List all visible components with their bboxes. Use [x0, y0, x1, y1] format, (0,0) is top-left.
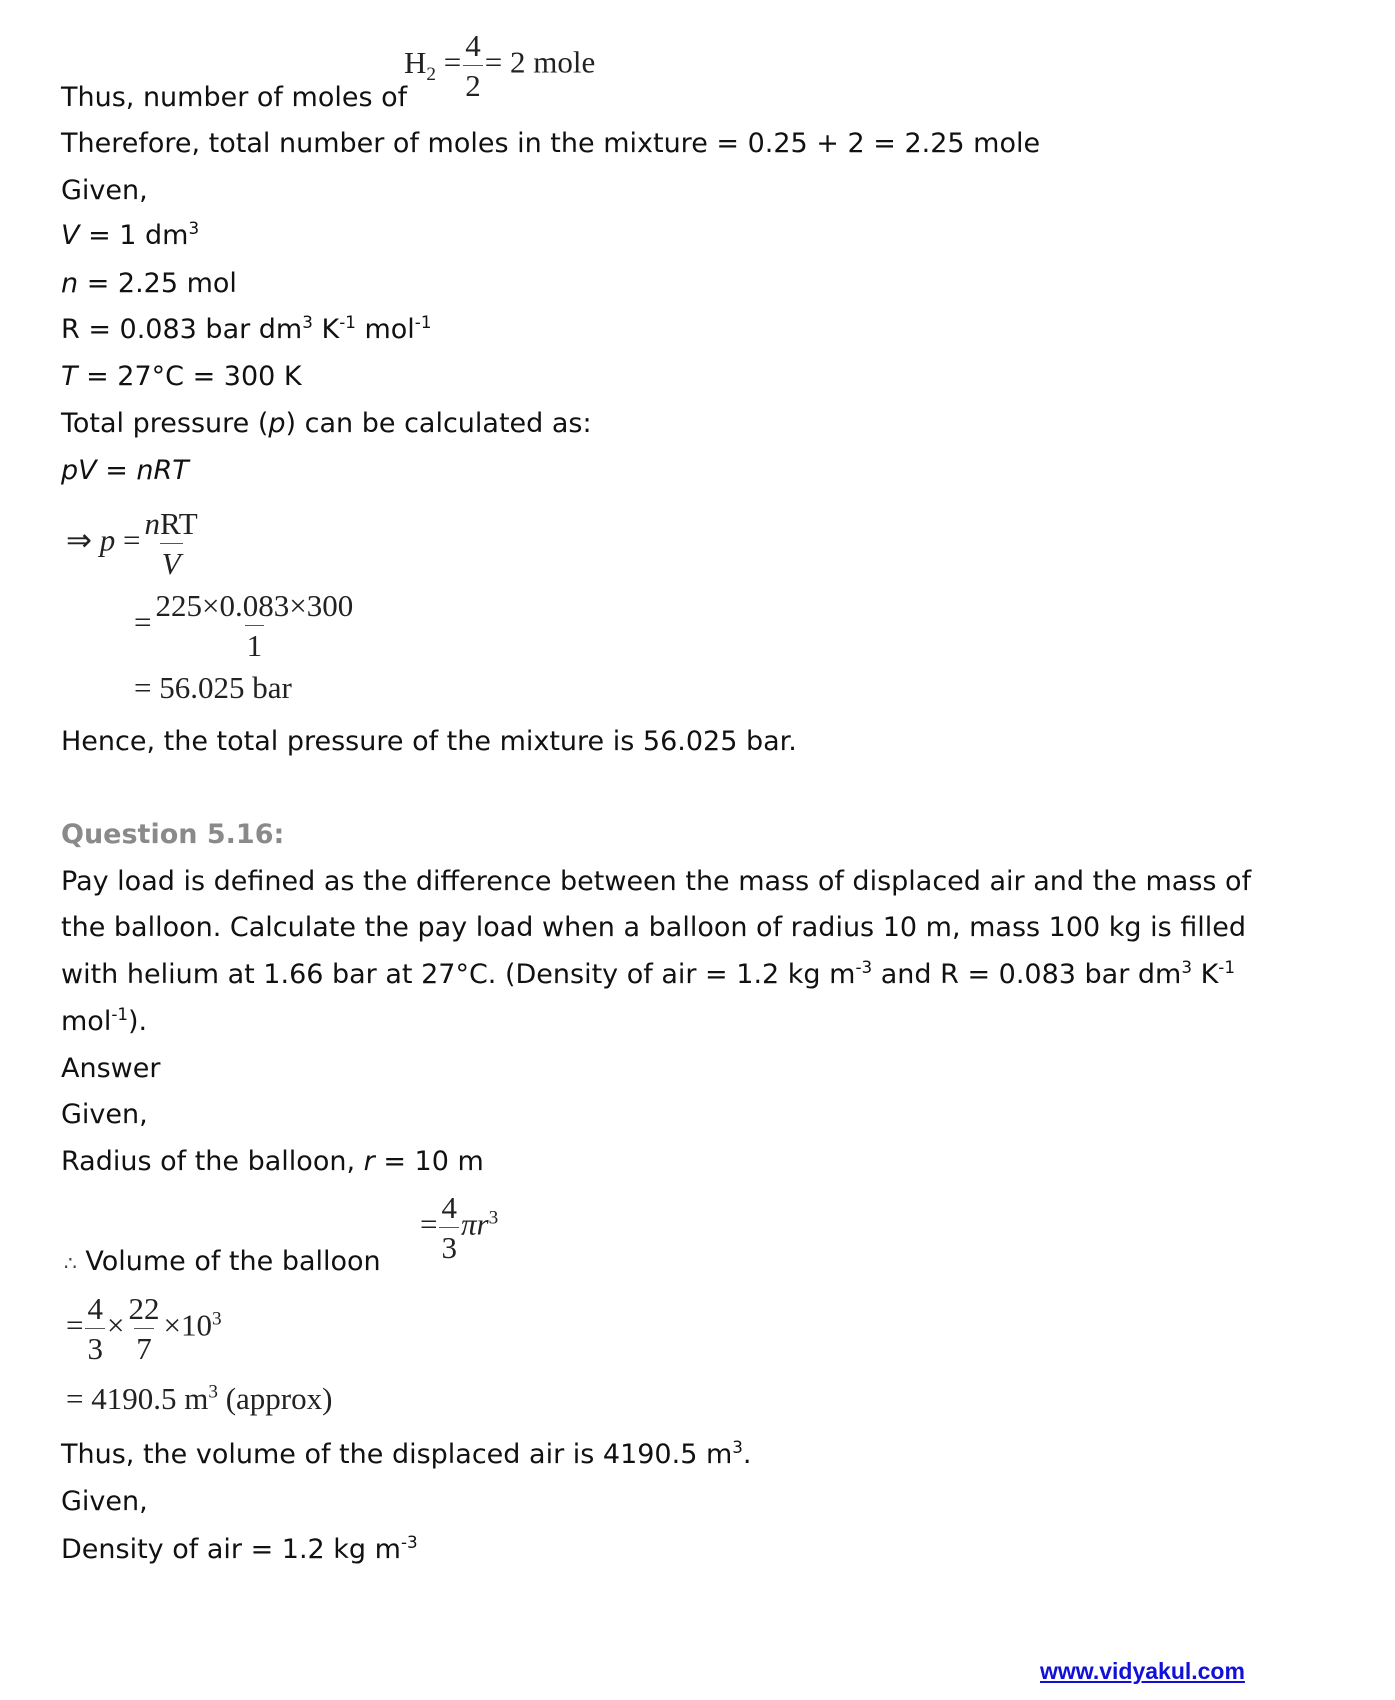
therefore-icon: ∴ [64, 1251, 77, 1275]
question-line-3: with helium at 1.66 bar at 27°C. (Density of air = 1.2 kg $m^{-3}$ and R = 0.083 bar $dm^3$ $K^{-1}$ [61, 957, 1235, 990]
given-label: Given, [61, 175, 148, 206]
h2-moles-formula: $H_2$ = $\frac{4}{2}$ = 2 mole [404, 28, 596, 103]
temperature-given: T = 27°C = 300 K [61, 361, 302, 392]
pressure-conclusion: Hence, the total pressure of the mixture is 56.025 bar. [61, 726, 797, 757]
answer-given-label: Given, [61, 1099, 148, 1130]
volume-calculation: = $\frac{4}{3}$ × $\frac{22}{7}$ $\times 10^3$ [66, 1291, 222, 1366]
pressure-substitution: = $\frac{225\times 0.083\times 300}{1}$ [134, 588, 354, 663]
moles-h2-prefix: Thus, number of moles of [61, 82, 408, 113]
implies-arrow: ⇒ [66, 522, 92, 558]
volume-given: V = 1 $dm^3$ [61, 218, 200, 251]
question-line-1: Pay load is defined as the difference between the mass of displaced air and the mass of [61, 866, 1252, 897]
question-heading: Question 5.16: [61, 819, 285, 850]
moles-given: n = 2.25 mol [61, 268, 237, 299]
air-density-given: Density of air = 1.2 kg $m^{-3}$ [61, 1532, 418, 1565]
h2-result: = 2 mole [484, 44, 596, 80]
h2-symbol: $H_2$ [404, 44, 436, 85]
question-line-4: mol$^{-1}$). [61, 1004, 148, 1037]
displaced-air-volume: Thus, the volume of the displaced air is 4190.5 $m^3$. [61, 1437, 752, 1470]
volume-result: = 4190.5 $m^3$ (approx) [66, 1381, 333, 1416]
vidyakul-website-link[interactable]: www.vidyakul.com [1040, 1658, 1245, 1684]
answer-label: Answer [61, 1053, 161, 1084]
gas-constant-given: R = 0.083 bar $dm^3$ $K^{-1}$ mol$^{-1}$ [61, 312, 432, 345]
question-line-2: the balloon. Calculate the pay load when a balloon of radius 10 m, mass 100 kg is filled [61, 912, 1247, 943]
total-pressure-intro: Total pressure (p) can be calculated as: [61, 408, 592, 439]
frac-numerator: 4 [465, 28, 481, 63]
volume-balloon-label: ∴ Volume of the balloon [64, 1246, 381, 1277]
frac-denominator: 2 [463, 65, 483, 101]
pressure-result: = 56.025 bar [134, 670, 292, 705]
radius-given: Radius of the balloon, r = 10 m [61, 1146, 484, 1177]
answer-given-label-2: Given, [61, 1486, 148, 1517]
sphere-volume-formula: = $\frac{4}{3}$ $\pi r^3$ [420, 1190, 499, 1265]
total-moles-line: Therefore, total number of moles in the mixture = 0.25 + 2 = 2.25 mole [61, 128, 1041, 159]
ideal-gas-equation: pV = nRT [61, 455, 189, 486]
pressure-formula: ⇒ p = $\frac{\text{nRT}}{V}$ [66, 506, 198, 581]
